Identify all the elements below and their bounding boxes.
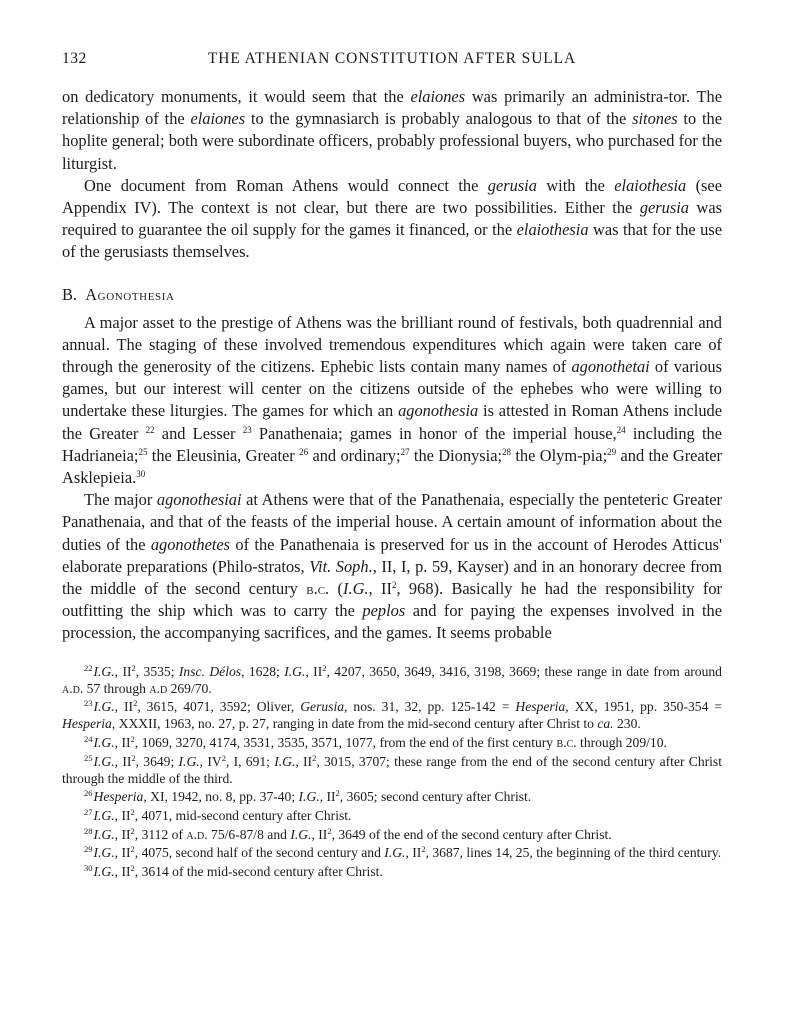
italic-term: Gerusia bbox=[300, 699, 345, 715]
text-run: , 3649 of the end of the second century after Christ. bbox=[331, 826, 612, 842]
text-run: , 3614 of the mid-second century after Christ. bbox=[134, 863, 383, 879]
superscript: 2 bbox=[130, 844, 135, 855]
text-run: , 3015, 3707; these range from the end of the second century after Christ through the middle of the third. bbox=[62, 753, 723, 786]
text-run: including the Hadrianeia; bbox=[62, 423, 722, 465]
italic-term: Hesperia bbox=[62, 716, 112, 732]
italic-term: agonothetai bbox=[571, 357, 650, 377]
italic-term: agonothesia bbox=[398, 401, 479, 421]
text-run: , 1628; bbox=[241, 663, 285, 679]
text-run: The major bbox=[84, 490, 157, 510]
footnote-number: 26 bbox=[84, 788, 93, 799]
footnote-24 bbox=[62, 734, 722, 751]
text-run: , 3535; bbox=[135, 663, 179, 679]
text-run: A major asset to the prestige of Athens was the brilliant round of festivals, both quadrennial and annual. The staging of these involved tremendous expenditures which again were taken care of through the generosity of the citizens. Ephebic lists contain many names of bbox=[62, 312, 722, 377]
text-run: and the Greater Asklepieia. bbox=[62, 445, 722, 488]
footnote-number: 23 bbox=[84, 698, 93, 709]
italic-term: sitones bbox=[632, 109, 678, 129]
italic-term: elaiones bbox=[410, 87, 466, 106]
superscript: 2 bbox=[312, 752, 317, 763]
italic-term: Vit. Soph. bbox=[309, 556, 373, 576]
text-run: 75/6-87/8 and bbox=[207, 826, 291, 842]
small-caps-text: a.d bbox=[149, 680, 168, 696]
italic-term: I.G. bbox=[93, 845, 115, 861]
italic-term: Hesperia bbox=[93, 789, 144, 805]
footnote-29 bbox=[62, 844, 722, 861]
small-caps-text: a.d. bbox=[186, 826, 208, 842]
superscript: 2 bbox=[130, 862, 135, 873]
footnote-number: 25 bbox=[84, 752, 93, 763]
paragraph bbox=[62, 175, 722, 264]
superscript: 25 bbox=[138, 446, 148, 457]
text-run: , 968). Basically he had the responsibility for outfitting the ship which was to carry the bbox=[62, 579, 722, 621]
text-run: 269/70. bbox=[167, 680, 212, 696]
text-run: , 3687, lines 14, 25, the beginning of the third century. bbox=[425, 845, 722, 861]
superscript: 22 bbox=[145, 424, 155, 435]
italic-term: I.G. bbox=[93, 863, 115, 879]
superscript: 27 bbox=[400, 446, 410, 457]
text-run: , II bbox=[114, 753, 132, 769]
text-run: was required to guarantee the oil supply for the games it financed, or the bbox=[62, 198, 723, 240]
footnote-number: 30 bbox=[84, 862, 93, 873]
footnotes bbox=[62, 663, 722, 880]
text-run: , 4071, mid-second century after Christ. bbox=[134, 807, 352, 823]
italic-term: I.G. bbox=[93, 753, 115, 769]
running-header bbox=[62, 50, 722, 72]
italic-term: I.G. bbox=[290, 826, 312, 842]
superscript: 2 bbox=[221, 752, 226, 763]
text-run: , II bbox=[114, 807, 131, 823]
text-run: to the gymnasiarch is probably analogous to that of the bbox=[245, 109, 633, 129]
footnote-number: 27 bbox=[84, 806, 93, 817]
paragraph bbox=[62, 86, 722, 175]
italic-term: ca. bbox=[597, 716, 614, 732]
italic-term: peplos bbox=[362, 601, 406, 621]
italic-term: I.G. bbox=[93, 699, 115, 715]
text-run: , 3649; bbox=[135, 753, 179, 769]
text-run: , II bbox=[305, 663, 323, 679]
running-title: THE ATHENIAN CONSTITUTION AFTER SULLA bbox=[207, 50, 577, 67]
footnote-22 bbox=[62, 663, 722, 697]
italic-term: elaiones bbox=[190, 109, 246, 129]
text-run: 230. bbox=[613, 716, 641, 732]
text-run: , II bbox=[311, 826, 328, 842]
footnote-number: 22 bbox=[84, 662, 93, 673]
text-run: , 1069, 3270, 4174, 3531, 3535, 3571, 1077, from the end of the first century bbox=[134, 735, 557, 751]
superscript: 2 bbox=[322, 662, 327, 673]
text-run: , 4075, second half of the second century and bbox=[134, 845, 385, 861]
superscript: 23 bbox=[242, 424, 252, 435]
text-run: , II, I, p. 59, Kayser) and in an honorary decree from the middle of the second century bbox=[62, 556, 723, 599]
text-run: of the Panathenaia is preserved for us in the account of Herodes Atticus' elaborate preparations (Philo-stratos, bbox=[62, 534, 723, 576]
text-run: , II bbox=[114, 699, 134, 715]
footnote-number: 24 bbox=[84, 734, 93, 745]
superscript: 28 bbox=[502, 446, 512, 457]
text-run: the Eleusinia, Greater bbox=[147, 445, 300, 465]
text-run: , II bbox=[114, 863, 131, 879]
italic-term: elaiothesia bbox=[516, 220, 589, 240]
text-run: on dedicatory monuments, it would seem that the bbox=[62, 87, 411, 106]
italic-term: I.G. bbox=[343, 579, 369, 599]
text-run: was that for the use of the gerusiasts themselves. bbox=[62, 220, 722, 262]
superscript: 2 bbox=[130, 806, 135, 817]
text-run: Panathenaia; games in honor of the imperial house, bbox=[251, 423, 617, 443]
footnote-number: 29 bbox=[84, 844, 93, 855]
paragraph bbox=[62, 489, 722, 644]
italic-term: agonothetes bbox=[150, 534, 231, 554]
text-run: was primarily an administra-tor. The relationship of the bbox=[62, 87, 722, 129]
footnote-23 bbox=[62, 698, 722, 732]
italic-term: Insc. Délos bbox=[178, 663, 242, 679]
text-run: , I, 691; bbox=[225, 753, 275, 769]
text-run: , 3615, 4071, 3592; Oliver, bbox=[137, 699, 301, 715]
text-run: , XI, 1942, no. 8, pp. 37-40; bbox=[143, 789, 299, 805]
text-run: , II bbox=[405, 845, 422, 861]
paragraph bbox=[62, 312, 722, 490]
text-run: , II bbox=[114, 826, 131, 842]
italic-term: I.G. bbox=[93, 826, 115, 842]
text-run: through 209/10. bbox=[576, 735, 667, 751]
text-run: and ordinary; bbox=[308, 445, 401, 465]
italic-term: I.G. bbox=[384, 845, 406, 861]
text-run: (see Appendix IV). The context is not clear, but there are two possibilities. Either the bbox=[62, 175, 722, 218]
italic-term: I.G. bbox=[284, 663, 306, 679]
superscript: 2 bbox=[421, 844, 426, 855]
italic-term: agonothesiai bbox=[156, 490, 242, 510]
text-run: and for paying the expenses involved in the procession, the accompanying sacrifices, and the games. It seems probable bbox=[62, 601, 723, 643]
text-run: is attested in Roman Athens include the Greater bbox=[62, 401, 722, 443]
text-run: of various games, but our interest will center on the citizens outside of the ephebes who were willing to undertake these liturgies. The games for which an bbox=[62, 357, 722, 421]
text-run: , II bbox=[114, 663, 132, 679]
superscript: 2 bbox=[133, 698, 138, 709]
text-run: the Olym-pia; bbox=[511, 445, 608, 465]
text-run: , II bbox=[295, 753, 313, 769]
section-letter: B. bbox=[62, 284, 78, 304]
footnote-25 bbox=[62, 753, 722, 787]
footnote-27 bbox=[62, 807, 722, 824]
italic-term: elaiothesia bbox=[614, 175, 687, 195]
page bbox=[62, 50, 722, 881]
text-run: , 3112 of bbox=[134, 826, 187, 842]
text-run: , II bbox=[114, 845, 131, 861]
superscript: 24 bbox=[616, 424, 626, 435]
footnote-30 bbox=[62, 863, 722, 880]
italic-term: Hesperia bbox=[515, 699, 566, 715]
superscript: 2 bbox=[335, 788, 340, 799]
text-run: , nos. 31, 32, pp. 125-142 = bbox=[344, 699, 516, 715]
text-run: , XXXII, 1963, no. 27, p. 27, ranging in date from the mid-second century after Christ to bbox=[111, 716, 598, 732]
section-heading bbox=[62, 284, 722, 306]
superscript: 2 bbox=[130, 825, 135, 836]
text-run: to the hoplite general; both were subordinate officers, probably professional buyers, who purchased for the liturgist. bbox=[62, 109, 722, 173]
superscript: 2 bbox=[327, 825, 332, 836]
text-run: , IV bbox=[199, 753, 222, 769]
italic-term: gerusia bbox=[639, 198, 690, 218]
italic-term: I.G. bbox=[274, 753, 296, 769]
italic-term: I.G. bbox=[298, 789, 320, 805]
text-run: , 4207, 3650, 3649, 3416, 3198, 3669; these range in date from around bbox=[326, 663, 722, 679]
text-run: with the bbox=[536, 175, 615, 195]
italic-term: I.G. bbox=[93, 807, 115, 823]
superscript: 2 bbox=[130, 734, 135, 745]
text-run: , XX, 1951, pp. 350-354 = bbox=[565, 699, 723, 715]
footnote-28 bbox=[62, 826, 722, 843]
italic-term: I.G. bbox=[93, 735, 115, 751]
text-run: One document from Roman Athens would connect the bbox=[84, 175, 488, 195]
italic-term: I.G. bbox=[93, 663, 115, 679]
text-run: at Athens were that of the Panathenaia, especially the penteteric Greater Panathenaia, and that of the feasts of the imperial house. A certain amount of information about the duties of the bbox=[62, 490, 722, 554]
superscript: 26 bbox=[299, 446, 309, 457]
superscript: 2 bbox=[391, 580, 397, 591]
footnote-number: 28 bbox=[84, 825, 93, 836]
text-run: ( bbox=[329, 579, 344, 599]
small-caps-text: a.d. bbox=[62, 680, 84, 696]
text-run: 57 through bbox=[83, 680, 150, 696]
text-run: and Lesser bbox=[154, 423, 243, 443]
section-title: Agonothesia bbox=[85, 284, 175, 304]
italic-term: I.G. bbox=[178, 753, 200, 769]
small-caps-text: b.c. bbox=[306, 579, 330, 599]
text-run: , 3605; second century after Christ. bbox=[339, 789, 532, 805]
small-caps-text: b.c. bbox=[556, 735, 577, 751]
italic-term: gerusia bbox=[487, 175, 537, 195]
text-run: the Dionysia; bbox=[409, 445, 503, 465]
superscript: 30 bbox=[136, 469, 146, 480]
text-run: , II bbox=[319, 789, 336, 805]
text-run: , II bbox=[114, 735, 131, 751]
superscript: 2 bbox=[131, 752, 136, 763]
page-number: 132 bbox=[62, 50, 87, 67]
footnote-26 bbox=[62, 788, 722, 805]
superscript: 2 bbox=[131, 662, 136, 673]
text-run: , II bbox=[368, 579, 392, 599]
superscript: 29 bbox=[607, 446, 617, 457]
